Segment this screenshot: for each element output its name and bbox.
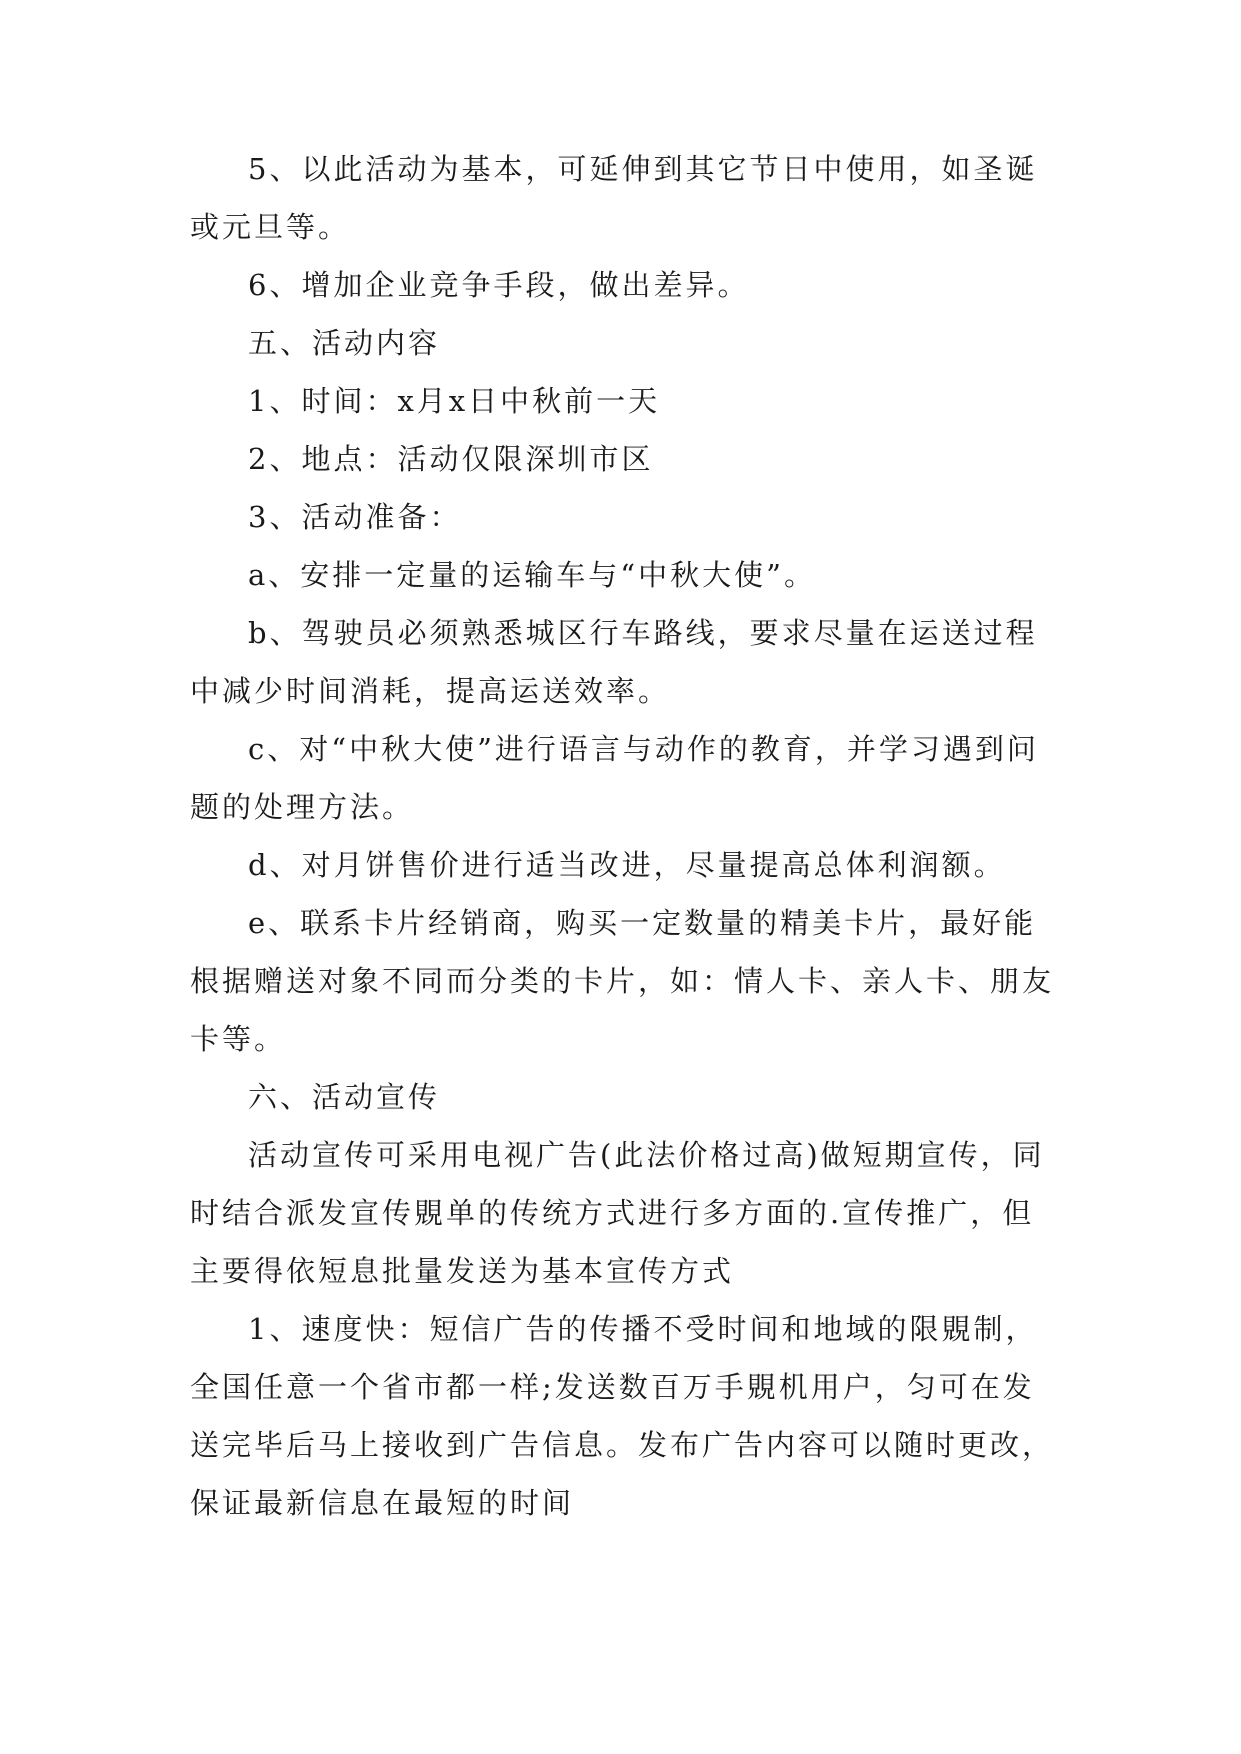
paragraph-prep-b: b、驾驶员必须熟悉城区行车路线，要求尽量在运送过程中减少时间消耗，提高运送效率。 <box>190 616 1038 708</box>
section-heading-promotion: 六、活动宣传 <box>248 1080 441 1114</box>
paragraph-promotion-overview: 活动宣传可采用电视广告(此法价格过高)做短期宣传，同时结合派发宣传覞单的传统方式进行多方面的.宣传推广，但主要得依短息批量发送为基本宣传方式 <box>190 1138 1045 1288</box>
paragraph-extend-holidays: 5、以此活动为基本，可延伸到其它节日中使用，如圣诞或元旦等。 <box>190 152 1038 244</box>
paragraph-location: 2、地点：活动仅限深圳市区 <box>248 442 654 476</box>
paragraph-time: 1、时间：x月x日中秋前一天 <box>248 384 661 418</box>
document-page <box>190 140 1060 1532</box>
paragraph-prep-d: d、对月饼售价进行适当改进，尽量提高总体利润额。 <box>248 848 1006 882</box>
paragraph-competition: 6、增加企业竞争手段，做出差异。 <box>248 268 750 302</box>
section-heading-activity-content: 五、活动内容 <box>248 326 441 360</box>
paragraph-preparation: 3、活动准备： <box>248 500 462 534</box>
paragraph-speed: 1、速度快：短信广告的传播不受时间和地域的限覞制，全国任意一个省市都一样;发送数百万手覞机用户，匀可在发送完毕后马上接收到广告信息。发布广告内容可以随时更改，保证最新信息在最短的时间 <box>190 1312 1055 1520</box>
paragraph-prep-a: a、安排一定量的运输车与“中秋大使”。 <box>248 558 816 592</box>
paragraph-prep-c: c、对“中秋大使”进行语言与动作的教育，并学习遇到问题的处理方法。 <box>190 732 1039 824</box>
paragraph-prep-e: e、联系卡片经销商，购买一定数量的精美卡片，最好能根据赠送对象不同而分类的卡片，如：情人卡、亲人卡、朋友卡等。 <box>190 906 1055 1056</box>
